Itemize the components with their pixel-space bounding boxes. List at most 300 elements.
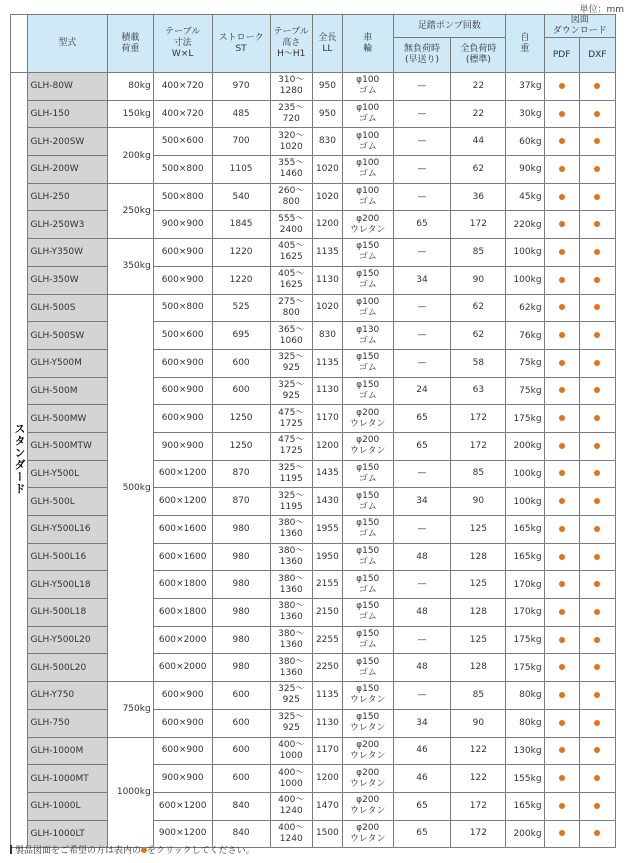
dxf-download-cell[interactable] <box>579 682 615 710</box>
weight-cell: 200kg <box>506 820 544 848</box>
dxf-download-icon[interactable] <box>594 387 600 393</box>
load-cell: 750kg <box>108 682 154 737</box>
pump-noload-cell: — <box>393 460 451 488</box>
pdf-download-cell[interactable] <box>544 792 579 820</box>
table-height-cell: 380～ 1360 <box>270 571 312 599</box>
stroke-cell: 1250 <box>212 432 270 460</box>
model-cell: GLH-500L <box>27 488 108 516</box>
model-cell: GLH-1000M <box>27 737 108 765</box>
wheel-cell: φ150 ゴム <box>342 571 393 599</box>
dxf-download-cell[interactable] <box>579 599 615 627</box>
table-row <box>11 156 616 184</box>
stroke-cell: 600 <box>212 737 270 765</box>
pump-noload-cell: 34 <box>393 709 451 737</box>
pdf-download-cell[interactable] <box>544 543 579 571</box>
wheel-cell: φ200 ウレタン <box>342 765 393 793</box>
table-row <box>11 211 616 239</box>
stroke-cell: 485 <box>212 100 270 128</box>
table-height-cell: 380～ 1360 <box>270 599 312 627</box>
length-cell: 1020 <box>312 156 342 184</box>
wheel-cell: φ150 ゴム <box>342 460 393 488</box>
dxf-download-icon[interactable] <box>594 166 600 172</box>
table-row <box>11 709 616 737</box>
stroke-cell: 980 <box>212 654 270 682</box>
wheel-cell: φ150 ゴム <box>342 377 393 405</box>
wheel-cell: φ200 ウレタン <box>342 211 393 239</box>
pdf-download-cell[interactable] <box>544 405 579 433</box>
weight-cell: 80kg <box>506 709 544 737</box>
pump-noload-cell: 48 <box>393 599 451 627</box>
model-cell: GLH-500L16 <box>27 543 108 571</box>
pump-fullload-cell: 22 <box>451 100 506 128</box>
pdf-download-icon[interactable] <box>559 166 565 172</box>
pdf-download-icon[interactable] <box>559 415 565 421</box>
pdf-download-cell[interactable] <box>544 294 579 322</box>
dxf-download-cell[interactable] <box>579 516 615 544</box>
model-cell: GLH-250 <box>27 183 108 211</box>
pump-noload-cell: — <box>393 682 451 710</box>
pdf-download-icon[interactable] <box>559 138 565 144</box>
weight-cell: 62kg <box>506 294 544 322</box>
pdf-download-cell[interactable] <box>544 516 579 544</box>
weight-cell: 90kg <box>506 156 544 184</box>
stroke-cell: 870 <box>212 488 270 516</box>
pump-fullload-cell: 172 <box>451 792 506 820</box>
weight-cell: 76kg <box>506 322 544 350</box>
pdf-download-cell[interactable] <box>544 654 579 682</box>
dxf-download-cell[interactable] <box>579 792 615 820</box>
pdf-download-cell[interactable] <box>544 322 579 350</box>
table-size-cell: 600×1800 <box>153 599 212 627</box>
pump-fullload-cell: 122 <box>451 765 506 793</box>
pdf-download-cell[interactable] <box>544 349 579 377</box>
table-height-cell: 325～ 1195 <box>270 460 312 488</box>
wheel-cell: φ150 ゴム <box>342 239 393 267</box>
table-height-cell: 310～ 1280 <box>270 73 312 101</box>
pdf-download-icon[interactable] <box>559 387 565 393</box>
table-row <box>11 322 616 350</box>
pdf-download-icon[interactable] <box>559 830 565 836</box>
dxf-download-cell[interactable] <box>579 488 615 516</box>
stroke-cell: 540 <box>212 183 270 211</box>
weight-cell: 165kg <box>506 792 544 820</box>
dxf-download-cell[interactable] <box>579 543 615 571</box>
table-height-cell: 355～ 1460 <box>270 156 312 184</box>
table-height-cell: 380～ 1360 <box>270 543 312 571</box>
load-cell: 200kg <box>108 128 154 183</box>
dxf-download-icon[interactable] <box>594 747 600 753</box>
stroke-cell: 695 <box>212 322 270 350</box>
length-cell: 2150 <box>312 599 342 627</box>
pump-fullload-cell: 172 <box>451 432 506 460</box>
stroke-cell: 1220 <box>212 239 270 267</box>
dxf-download-cell[interactable] <box>579 820 615 848</box>
pump-fullload-cell: 85 <box>451 682 506 710</box>
model-cell: GLH-150 <box>27 100 108 128</box>
table-height-cell: 400～ 1000 <box>270 765 312 793</box>
dxf-download-icon[interactable] <box>594 803 600 809</box>
weight-cell: 30kg <box>506 100 544 128</box>
pdf-download-cell[interactable] <box>544 737 579 765</box>
header-pump-noload: 無負荷時 (早送り) <box>393 38 451 73</box>
pdf-download-cell[interactable] <box>544 765 579 793</box>
dxf-download-icon[interactable] <box>594 692 600 698</box>
dxf-download-icon[interactable] <box>594 470 600 476</box>
model-cell: GLH-1000L <box>27 792 108 820</box>
pdf-download-icon[interactable] <box>559 498 565 504</box>
table-row <box>11 349 616 377</box>
model-cell: GLH-Y500M <box>27 349 108 377</box>
pdf-download-cell[interactable] <box>544 682 579 710</box>
dxf-download-icon[interactable] <box>594 443 600 449</box>
table-row <box>11 266 616 294</box>
dxf-download-icon[interactable] <box>594 194 600 200</box>
dxf-download-icon[interactable] <box>594 83 600 89</box>
header-pump-fullload: 全負荷時 (標準) <box>451 38 506 73</box>
model-cell: GLH-500MTW <box>27 432 108 460</box>
pdf-download-cell[interactable] <box>544 266 579 294</box>
pdf-download-cell[interactable] <box>544 488 579 516</box>
pump-fullload-cell: 122 <box>451 737 506 765</box>
header-pump-group: 足踏ポンプ回数 <box>393 15 506 38</box>
pump-noload-cell: — <box>393 294 451 322</box>
dxf-download-cell[interactable] <box>579 156 615 184</box>
stroke-cell: 840 <box>212 792 270 820</box>
dxf-download-cell[interactable] <box>579 626 615 654</box>
weight-cell: 175kg <box>506 626 544 654</box>
table-height-cell: 325～ 1195 <box>270 488 312 516</box>
table-row <box>11 516 616 544</box>
footer-text-after: をクリックしてください。 <box>147 846 255 856</box>
load-cell: 350kg <box>108 239 154 294</box>
pump-fullload-cell: 128 <box>451 599 506 627</box>
table-row <box>11 737 616 765</box>
table-row <box>11 405 616 433</box>
table-height-cell: 260～ 800 <box>270 183 312 211</box>
dxf-download-cell[interactable] <box>579 571 615 599</box>
model-cell: GLH-250W3 <box>27 211 108 239</box>
wheel-cell: φ150 ウレタン <box>342 682 393 710</box>
pump-noload-cell: 46 <box>393 765 451 793</box>
pdf-download-icon[interactable] <box>559 304 565 310</box>
pump-noload-cell: — <box>393 100 451 128</box>
pump-fullload-cell: 44 <box>451 128 506 156</box>
dxf-download-icon[interactable] <box>594 720 600 726</box>
pdf-download-icon[interactable] <box>559 470 565 476</box>
pdf-download-icon[interactable] <box>559 249 565 255</box>
table-size-cell: 400×720 <box>153 100 212 128</box>
pump-fullload-cell: 128 <box>451 543 506 571</box>
table-size-cell: 500×800 <box>153 294 212 322</box>
table-row <box>11 100 616 128</box>
pdf-download-cell[interactable] <box>544 183 579 211</box>
dxf-download-icon[interactable] <box>594 138 600 144</box>
pdf-download-cell[interactable] <box>544 820 579 848</box>
table-height-cell: 325～ 925 <box>270 377 312 405</box>
dxf-download-cell[interactable] <box>579 709 615 737</box>
pdf-download-icon[interactable] <box>559 720 565 726</box>
table-height-cell: 555～ 2400 <box>270 211 312 239</box>
dxf-download-cell[interactable] <box>579 405 615 433</box>
dxf-download-cell[interactable] <box>579 349 615 377</box>
table-size-cell: 600×900 <box>153 266 212 294</box>
load-cell: 150kg <box>108 100 154 128</box>
length-cell: 830 <box>312 128 342 156</box>
table-size-cell: 600×900 <box>153 682 212 710</box>
length-cell: 1130 <box>312 266 342 294</box>
footer-text-before: 製品図面をご希望の方は表内の <box>15 846 142 856</box>
model-cell: GLH-Y500L20 <box>27 626 108 654</box>
weight-cell: 170kg <box>506 599 544 627</box>
model-cell: GLH-500SW <box>27 322 108 350</box>
dxf-download-icon[interactable] <box>594 360 600 366</box>
pdf-download-icon[interactable] <box>559 664 565 670</box>
weight-cell: 130kg <box>506 737 544 765</box>
dxf-download-icon[interactable] <box>594 304 600 310</box>
dxf-download-cell[interactable] <box>579 737 615 765</box>
dxf-download-cell[interactable] <box>579 654 615 682</box>
pdf-download-cell[interactable] <box>544 100 579 128</box>
weight-cell: 100kg <box>506 239 544 267</box>
pdf-download-cell[interactable] <box>544 432 579 460</box>
pump-noload-cell: — <box>393 183 451 211</box>
table-size-cell: 600×1200 <box>153 488 212 516</box>
dxf-download-cell[interactable] <box>579 322 615 350</box>
pdf-download-icon[interactable] <box>559 637 565 643</box>
length-cell: 1955 <box>312 516 342 544</box>
pump-fullload-cell: 63 <box>451 377 506 405</box>
pump-noload-cell: 65 <box>393 405 451 433</box>
wheel-cell: φ150 ゴム <box>342 654 393 682</box>
pdf-download-icon[interactable] <box>559 332 565 338</box>
dxf-download-icon[interactable] <box>594 609 600 615</box>
table-row <box>11 183 616 211</box>
pdf-download-icon[interactable] <box>559 360 565 366</box>
unit-label: 単位：mm <box>579 5 624 15</box>
dxf-download-icon[interactable] <box>594 277 600 283</box>
pump-noload-cell: 48 <box>393 543 451 571</box>
pump-noload-cell: — <box>393 516 451 544</box>
wheel-cell: φ150 ゴム <box>342 516 393 544</box>
wheel-cell: φ130 ゴム <box>342 322 393 350</box>
wheel-cell: φ150 ウレタン <box>342 709 393 737</box>
pdf-download-icon[interactable] <box>559 443 565 449</box>
dxf-download-icon[interactable] <box>594 554 600 560</box>
pdf-download-cell[interactable] <box>544 211 579 239</box>
dxf-download-cell[interactable] <box>579 100 615 128</box>
table-row <box>11 543 616 571</box>
table-row <box>11 654 616 682</box>
table-size-cell: 600×1600 <box>153 543 212 571</box>
pump-noload-cell: 65 <box>393 792 451 820</box>
dxf-download-cell[interactable] <box>579 765 615 793</box>
pump-noload-cell: — <box>393 128 451 156</box>
length-cell: 1130 <box>312 709 342 737</box>
dxf-download-icon[interactable] <box>594 637 600 643</box>
table-height-cell: 325～ 925 <box>270 349 312 377</box>
header-table-size: テーブル 寸法 W×L <box>153 15 212 73</box>
dxf-download-icon[interactable] <box>594 664 600 670</box>
dxf-download-cell[interactable] <box>579 266 615 294</box>
length-cell: 1200 <box>312 211 342 239</box>
dxf-download-cell[interactable] <box>579 377 615 405</box>
dxf-download-icon[interactable] <box>594 332 600 338</box>
header-dxf: DXF <box>579 38 615 73</box>
pdf-download-icon[interactable] <box>559 692 565 698</box>
table-height-cell: 235～ 720 <box>270 100 312 128</box>
dxf-download-icon[interactable] <box>594 581 600 587</box>
table-size-cell: 600×900 <box>153 239 212 267</box>
stroke-cell: 700 <box>212 128 270 156</box>
weight-cell: 75kg <box>506 349 544 377</box>
wheel-cell: φ100 ゴム <box>342 73 393 101</box>
table-size-cell: 400×720 <box>153 73 212 101</box>
pdf-download-icon[interactable] <box>559 194 565 200</box>
stroke-cell: 600 <box>212 765 270 793</box>
dxf-download-icon[interactable] <box>594 111 600 117</box>
dxf-download-cell[interactable] <box>579 73 615 101</box>
weight-cell: 100kg <box>506 266 544 294</box>
pump-noload-cell: 65 <box>393 211 451 239</box>
category-label-text: スタンダード <box>13 422 26 495</box>
stroke-cell: 980 <box>212 571 270 599</box>
pdf-download-icon[interactable] <box>559 554 565 560</box>
pump-fullload-cell: 85 <box>451 460 506 488</box>
wheel-cell: φ100 ゴム <box>342 156 393 184</box>
pdf-download-icon[interactable] <box>559 221 565 227</box>
length-cell: 2155 <box>312 571 342 599</box>
wheel-cell: φ200 ウレタン <box>342 737 393 765</box>
pdf-download-cell[interactable] <box>544 460 579 488</box>
model-cell: GLH-200W <box>27 156 108 184</box>
dxf-download-icon[interactable] <box>594 249 600 255</box>
header-model: 型式 <box>27 15 108 73</box>
pump-fullload-cell: 172 <box>451 820 506 848</box>
dxf-download-cell[interactable] <box>579 294 615 322</box>
weight-cell: 165kg <box>506 543 544 571</box>
table-row <box>11 460 616 488</box>
table-size-cell: 900×1200 <box>153 820 212 848</box>
wheel-cell: φ150 ゴム <box>342 266 393 294</box>
dxf-download-cell[interactable] <box>579 211 615 239</box>
pdf-download-cell[interactable] <box>544 73 579 101</box>
dxf-download-cell[interactable] <box>579 128 615 156</box>
dxf-download-icon[interactable] <box>594 415 600 421</box>
load-cell: 80kg <box>108 73 154 101</box>
model-cell: GLH-350W <box>27 266 108 294</box>
dxf-download-icon[interactable] <box>594 498 600 504</box>
wheel-cell: φ100 ゴム <box>342 100 393 128</box>
pump-fullload-cell: 90 <box>451 488 506 516</box>
stroke-cell: 600 <box>212 377 270 405</box>
wheel-cell: φ200 ウレタン <box>342 792 393 820</box>
pdf-download-icon[interactable] <box>559 277 565 283</box>
pdf-download-cell[interactable] <box>544 571 579 599</box>
table-row <box>11 599 616 627</box>
table-size-cell: 600×1800 <box>153 571 212 599</box>
weight-cell: 200kg <box>506 432 544 460</box>
pump-fullload-cell: 125 <box>451 571 506 599</box>
model-cell: GLH-80W <box>27 73 108 101</box>
pdf-download-icon[interactable] <box>559 581 565 587</box>
dxf-download-icon[interactable] <box>594 526 600 532</box>
pump-noload-cell: — <box>393 349 451 377</box>
pump-noload-cell: 34 <box>393 488 451 516</box>
pdf-download-icon[interactable] <box>559 111 565 117</box>
weight-cell: 45kg <box>506 183 544 211</box>
pdf-download-cell[interactable] <box>544 128 579 156</box>
stroke-cell: 980 <box>212 516 270 544</box>
stroke-cell: 525 <box>212 294 270 322</box>
stroke-cell: 600 <box>212 709 270 737</box>
pdf-download-icon[interactable] <box>559 803 565 809</box>
dxf-download-cell[interactable] <box>579 432 615 460</box>
model-cell: GLH-500S <box>27 294 108 322</box>
table-size-cell: 500×600 <box>153 322 212 350</box>
weight-cell: 100kg <box>506 460 544 488</box>
pdf-download-cell[interactable] <box>544 239 579 267</box>
weight-cell: 80kg <box>506 682 544 710</box>
pdf-download-icon[interactable] <box>559 83 565 89</box>
pump-noload-cell: 65 <box>393 432 451 460</box>
pdf-download-icon[interactable] <box>559 609 565 615</box>
pdf-download-icon[interactable] <box>559 775 565 781</box>
pdf-download-cell[interactable] <box>544 626 579 654</box>
table-height-cell: 475～ 1725 <box>270 432 312 460</box>
stroke-cell: 1250 <box>212 405 270 433</box>
table-size-cell: 900×900 <box>153 432 212 460</box>
length-cell: 1135 <box>312 349 342 377</box>
length-cell: 1470 <box>312 792 342 820</box>
pdf-download-icon[interactable] <box>559 747 565 753</box>
pump-fullload-cell: 90 <box>451 266 506 294</box>
load-cell: 250kg <box>108 183 154 238</box>
pdf-download-cell[interactable] <box>544 709 579 737</box>
model-cell: GLH-200SW <box>27 128 108 156</box>
table-row <box>11 377 616 405</box>
dxf-download-cell[interactable] <box>579 460 615 488</box>
dxf-download-icon[interactable] <box>594 221 600 227</box>
stroke-cell: 980 <box>212 599 270 627</box>
stroke-cell: 980 <box>212 543 270 571</box>
table-size-cell: 600×1600 <box>153 516 212 544</box>
table-size-cell: 600×900 <box>153 709 212 737</box>
pdf-download-icon[interactable] <box>559 526 565 532</box>
dxf-download-cell[interactable] <box>579 183 615 211</box>
header-table-height: テーブル 高さ H～H1 <box>270 15 312 73</box>
table-height-cell: 405～ 1625 <box>270 239 312 267</box>
pump-noload-cell: 34 <box>393 266 451 294</box>
pdf-download-cell[interactable] <box>544 377 579 405</box>
pump-fullload-cell: 62 <box>451 294 506 322</box>
dxf-download-icon[interactable] <box>594 775 600 781</box>
table-height-cell: 380～ 1360 <box>270 626 312 654</box>
length-cell: 2255 <box>312 626 342 654</box>
pump-noload-cell: — <box>393 626 451 654</box>
pdf-download-cell[interactable] <box>544 599 579 627</box>
dxf-download-icon[interactable] <box>594 830 600 836</box>
pdf-download-cell[interactable] <box>544 156 579 184</box>
pump-fullload-cell: 62 <box>451 322 506 350</box>
pump-fullload-cell: 172 <box>451 405 506 433</box>
dxf-download-cell[interactable] <box>579 239 615 267</box>
pump-fullload-cell: 62 <box>451 156 506 184</box>
stroke-cell: 1845 <box>212 211 270 239</box>
header-length: 全長 LL <box>312 15 342 73</box>
model-cell: GLH-500L18 <box>27 599 108 627</box>
length-cell: 1135 <box>312 682 342 710</box>
weight-cell: 100kg <box>506 488 544 516</box>
